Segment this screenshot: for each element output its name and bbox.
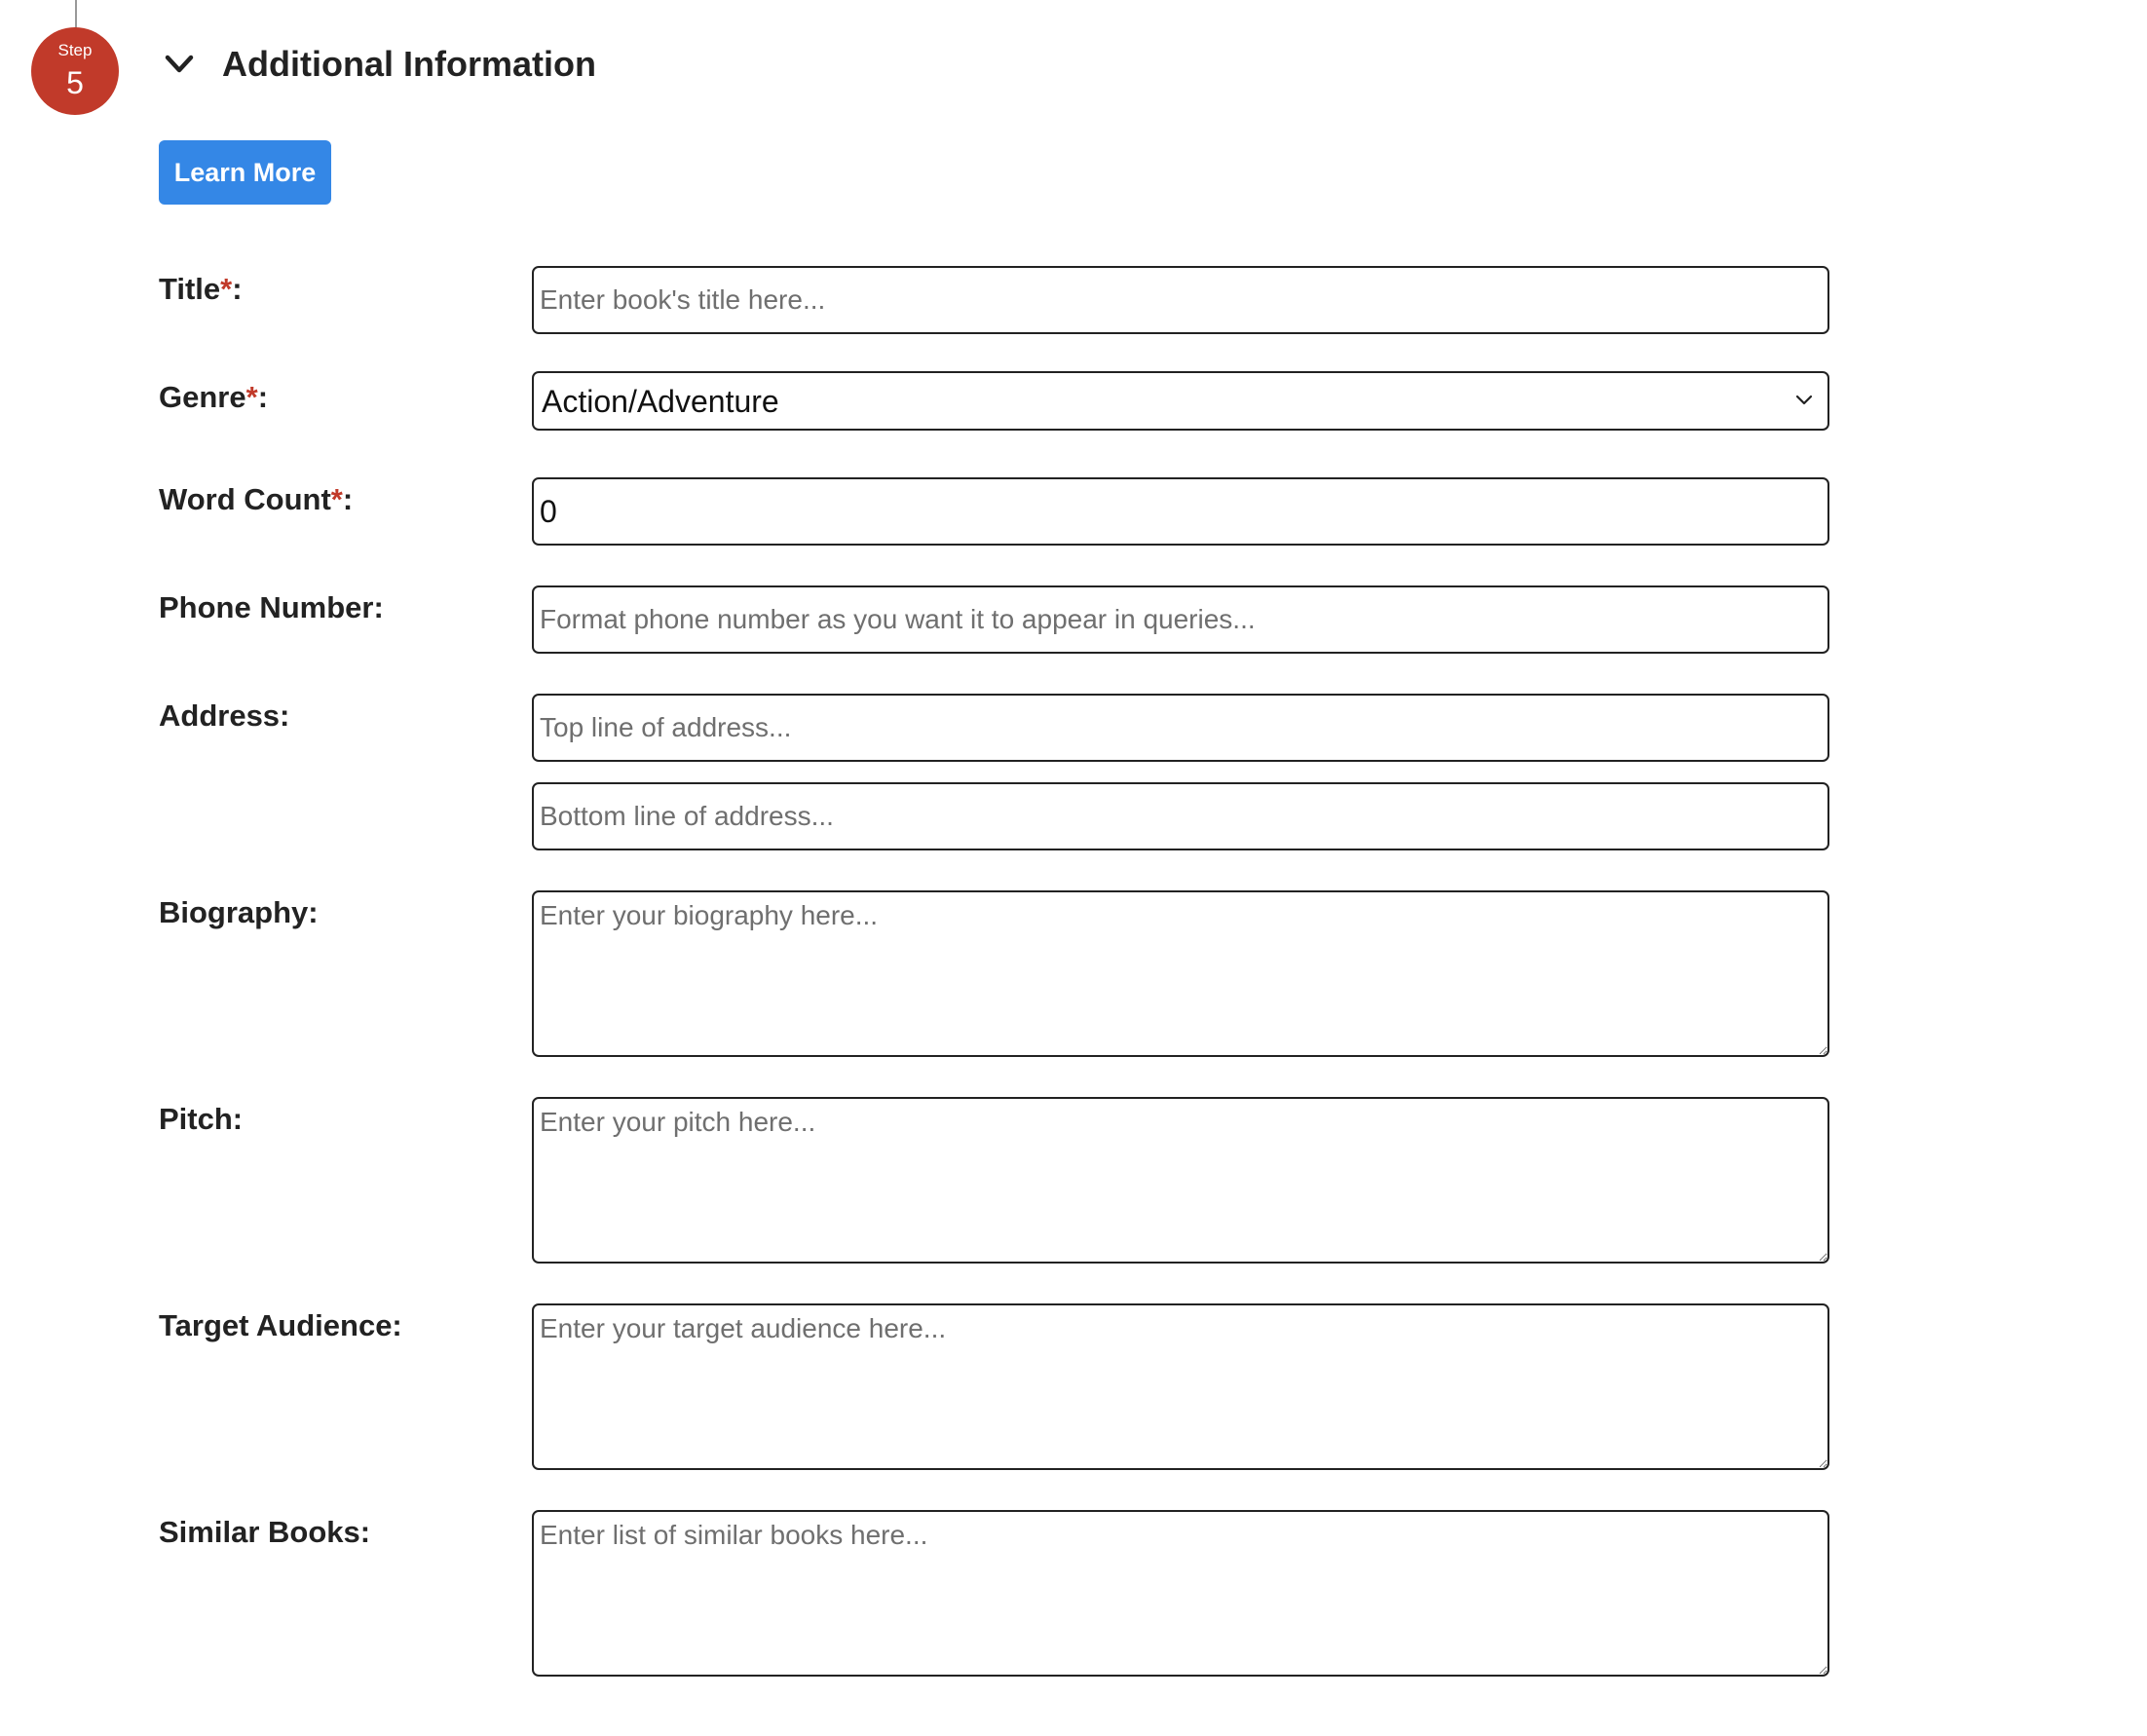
biography-textarea[interactable]	[532, 890, 1829, 1057]
target-audience-textarea[interactable]	[532, 1303, 1829, 1470]
chevron-down-icon	[1794, 393, 1814, 408]
required-mark: *	[220, 272, 233, 306]
step-word: Step	[57, 41, 93, 59]
title-input[interactable]	[532, 266, 1829, 334]
similar-books-label: Similar Books:	[159, 1515, 371, 1549]
phone-input[interactable]	[532, 585, 1829, 654]
required-mark: *	[330, 482, 343, 516]
step-number: 5	[66, 65, 84, 100]
address-bottom-input[interactable]	[532, 782, 1829, 850]
required-mark: *	[245, 380, 258, 414]
target-audience-label: Target Audience:	[159, 1308, 402, 1342]
address-label: Address:	[159, 698, 290, 733]
biography-label: Biography:	[159, 895, 319, 929]
learn-more-button[interactable]: Learn More	[159, 140, 331, 205]
step-badge	[31, 27, 119, 115]
address-top-input[interactable]	[532, 694, 1829, 762]
pitch-textarea[interactable]	[532, 1097, 1829, 1264]
section-title[interactable]: Additional Information	[222, 44, 596, 84]
word-count-label: Word Count*:	[159, 482, 354, 516]
title-label: Title*:	[159, 272, 243, 306]
genre-select[interactable]	[532, 371, 1829, 431]
chevron-down-icon[interactable]	[164, 49, 195, 80]
word-count-input[interactable]	[532, 477, 1829, 546]
phone-label: Phone Number:	[159, 590, 384, 624]
genre-label: Genre*:	[159, 380, 269, 414]
genre-selected-value: Action/Adventure	[542, 384, 779, 419]
pitch-label: Pitch:	[159, 1102, 244, 1136]
step-connector-line	[75, 0, 77, 29]
similar-books-textarea[interactable]	[532, 1510, 1829, 1677]
